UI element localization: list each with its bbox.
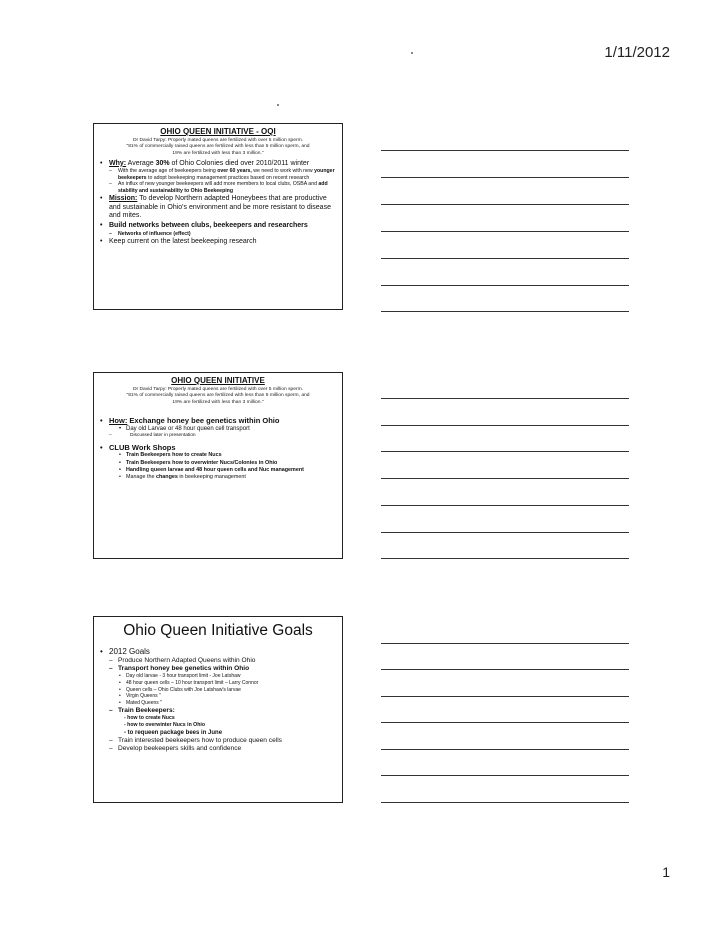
note-line: [381, 204, 629, 205]
goal-item: – Train interested beekeepers how to produce queen cells: [100, 737, 336, 745]
text: With the average age of beekeepers being: [118, 168, 218, 175]
text: An influx of new younger beekeepers will add more members to local clubs, OSBA and: [118, 181, 319, 188]
sub-bullet: • Day old Larvae or 48 hour queen cell transport: [100, 425, 336, 433]
sub-bullet: [100, 181, 336, 194]
text-bold: over 60 years,: [217, 168, 252, 175]
text: we need to work with new: [251, 168, 315, 175]
bullet-text: Average: [126, 159, 156, 167]
note-line: [381, 478, 629, 479]
note-line: [381, 258, 629, 259]
bullet-club-workshops: • CLUB Work Shops: [100, 443, 336, 452]
text: Discussed later in presentation: [130, 433, 196, 439]
slide-2: [93, 372, 343, 559]
note-line: [381, 150, 629, 151]
note-line: [381, 177, 629, 178]
subtitle-line: Dr David Tarpy: Properly mated queens are fertilized with over 5 million sperm.: [132, 386, 304, 392]
transport-item: • Virgin Queens ": [100, 693, 336, 700]
bullet-mission: [100, 195, 336, 221]
text-bold: younger beekeepers: [118, 168, 335, 181]
note-line: [381, 311, 629, 312]
transport-item: • Queen cells – Ohio Clubs with Joe Latshaw's larvae: [100, 687, 336, 694]
sub-sub-bullet: [100, 433, 336, 439]
bullet-head: Why:: [109, 159, 127, 167]
slide-title: OHIO QUEEN INITIATIVE - OQI: [160, 127, 276, 136]
note-line: [381, 669, 629, 670]
train-item: - to requeen package bees in June: [124, 730, 223, 737]
sub-bullet: [100, 168, 336, 181]
text-bold: changes: [155, 474, 178, 481]
subtitle-line: "81% of commercially raised queens are fertilized with less than 5 million sperm, and: [126, 144, 310, 150]
transport-item: • Mated Queens ": [100, 700, 336, 707]
goal-item: – Produce Northern Adapted Queens within Ohio: [100, 657, 336, 665]
note-line: [381, 285, 629, 286]
note-line: [381, 722, 629, 723]
page-number: 1: [662, 864, 670, 880]
note-line: [381, 802, 629, 803]
bullet-research: • Keep current on the latest beekeeping research: [100, 238, 336, 247]
bullet-text: Exchange honey bee genetics within Ohio: [127, 415, 280, 425]
slide-3: [93, 616, 343, 803]
bullet-head: Mission:: [109, 195, 138, 203]
note-line: [381, 231, 629, 232]
sub-bullet: – Networks of influence (effect): [100, 231, 336, 238]
scan-speck: [277, 104, 279, 106]
subtitle-line: 19% are fertilized with less than 3 million.": [172, 399, 264, 405]
transport-item: • 48 hour queen cells – 10 hour transport limit – Larry Connor: [100, 680, 336, 687]
bullet-text: To develop Northern adapted Honeybees that are productive and sustainable in Ohio's environment and be more resistant to disease and mites.: [109, 195, 331, 220]
slide-subtitle: [100, 138, 336, 157]
slide-1: [93, 123, 343, 310]
text-bold: add stability and sustainability to Ohio Beekeeping: [118, 181, 328, 194]
note-line: [381, 505, 629, 506]
note-line: [381, 749, 629, 750]
goal-item: – Train Beekeepers:: [100, 707, 336, 715]
text: Manage the: [126, 474, 156, 481]
bullet-text: of Ohio Colonies died over 2010/2011 winter: [169, 159, 310, 167]
goal-item: – Transport honey bee genetics within Ohio: [100, 665, 336, 673]
note-line: [381, 532, 629, 533]
text: to adopt beekeeping management practices based on recent research: [146, 174, 310, 181]
train-item: - how to overwinter Nucs in Ohio: [124, 722, 205, 729]
subtitle-line: Dr David Tarpy: Properly mated queens are fertilized with over 5 million sperm.: [132, 137, 304, 143]
subtitle-line: 19% are fertilized with less than 3 million.": [172, 150, 264, 156]
train-item: - how to create Nucs: [124, 715, 175, 722]
note-line: [381, 398, 629, 399]
subtitle-line: "81% of commercially raised queens are fertilized with less than 5 million sperm, and: [126, 393, 310, 399]
note-line: [381, 643, 629, 644]
note-line: [381, 696, 629, 697]
workshop-item: • Train Beekeepers how to overwinter Nucs/Colonies in Ohio: [100, 460, 336, 467]
note-line: [381, 451, 629, 452]
workshop-item: • Handling queen larvae and 48 hour queen cells and Nuc management: [100, 467, 336, 474]
bullet-bold: 30%: [155, 159, 170, 167]
scan-speck: [411, 52, 413, 54]
goal-item: – Develop beekeepers skills and confidence: [100, 745, 336, 753]
date-header: 1/11/2012: [604, 44, 670, 61]
bullet-networks: • Build networks between clubs, beekeepers and researchers: [100, 222, 336, 231]
bullet-why: [100, 160, 336, 169]
workshop-item: • Train Beekeepers how to create Nucs: [100, 452, 336, 459]
note-line: [381, 775, 629, 776]
note-line: [381, 425, 629, 426]
note-line: [381, 558, 629, 559]
transport-item: • Day old larvae - 3 hour transport limit - Joe Latshaw: [100, 673, 336, 680]
bullet-how: [100, 416, 336, 425]
bullet-2012-goals: • 2012 Goals: [100, 647, 336, 657]
slide-title: Ohio Queen Initiative Goals: [123, 622, 313, 639]
workshop-item: [100, 474, 336, 481]
slide-title: OHIO QUEEN INITIATIVE: [171, 376, 265, 385]
slide-subtitle: [100, 387, 336, 406]
text: in beekeeping management: [177, 474, 246, 481]
bullet-head: How:: [109, 415, 128, 425]
